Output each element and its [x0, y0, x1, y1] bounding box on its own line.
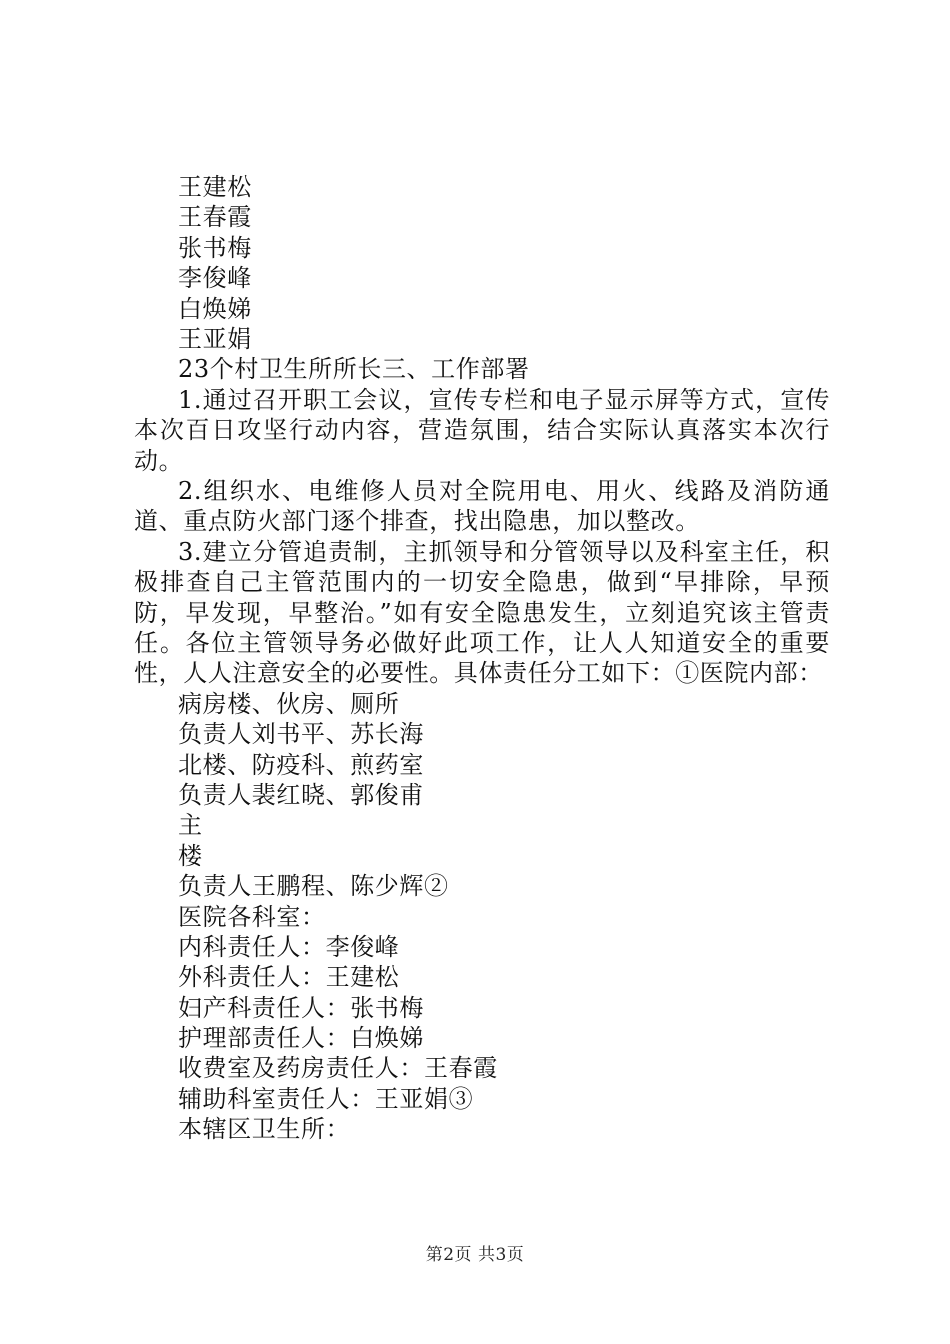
- text-line: 内科责任人：李俊峰: [178, 932, 400, 961]
- text-line: 负责人王鹏程、陈少辉②: [178, 872, 449, 901]
- text-line: 外科责任人：王建松: [178, 963, 400, 992]
- text-line: 医院各科室：: [178, 902, 326, 931]
- text-line: 王建松: [178, 173, 252, 201]
- text-line: 白焕娣: [178, 294, 252, 323]
- text-line: 辅助科室责任人：王亚娟③: [178, 1084, 474, 1113]
- page-footer: 第2页 共3页: [425, 1245, 525, 1265]
- text-line: 楼: [178, 841, 203, 870]
- text-line: 病房楼、伙房、厕所: [178, 689, 400, 718]
- text-line: 张书梅: [178, 233, 252, 262]
- text-line: 北楼、防疫科、煎药室: [178, 750, 424, 779]
- text-line: 负责人刘书平、苏长海: [178, 720, 424, 749]
- paragraph-2: 2.组织水、电维修人员对全院用电、用火、线路及消防通道、重点防火部门逐个排查，找出隐患，加以整改。: [134, 476, 830, 536]
- text-line: 收费室及药房责任人：王春霞: [178, 1054, 498, 1083]
- text-line: 王亚娟: [178, 324, 252, 353]
- text-line: 负责人裴红晓、郭俊甫: [178, 780, 424, 809]
- text-line: 护理部责任人：白焕娣: [178, 1024, 424, 1053]
- document-body: [134, 172, 830, 1145]
- section-heading-line: 23个村卫生所所长三、工作部署: [178, 355, 530, 384]
- paragraph-1: 1.通过召开职工会议，宣传专栏和电子显示屏等方式，宣传本次百日攻坚行动内容，营造氛围，结合实际认真落实本次行动。: [134, 385, 830, 475]
- text-line: 李俊峰: [178, 264, 252, 293]
- text-line: 主: [178, 811, 203, 840]
- text-line: 妇产科责任人：张书梅: [178, 993, 424, 1022]
- text-line: 王春霞: [178, 203, 252, 232]
- text-line: 本辖区卫生所：: [178, 1115, 351, 1144]
- paragraph-3: 3.建立分管追责制，主抓领导和分管领导以及科室主任，积极排查自己主管范围内的一切安全隐患，做到“早排除，早预防，早发现，早整治。”如有安全隐患发生，立刻追究该主管责任。各位主管领导务必做好此项工作，让人人知道安全的重要性，人人注意安全的必要性。具体责任分工如下：①医院内部：: [134, 537, 830, 688]
